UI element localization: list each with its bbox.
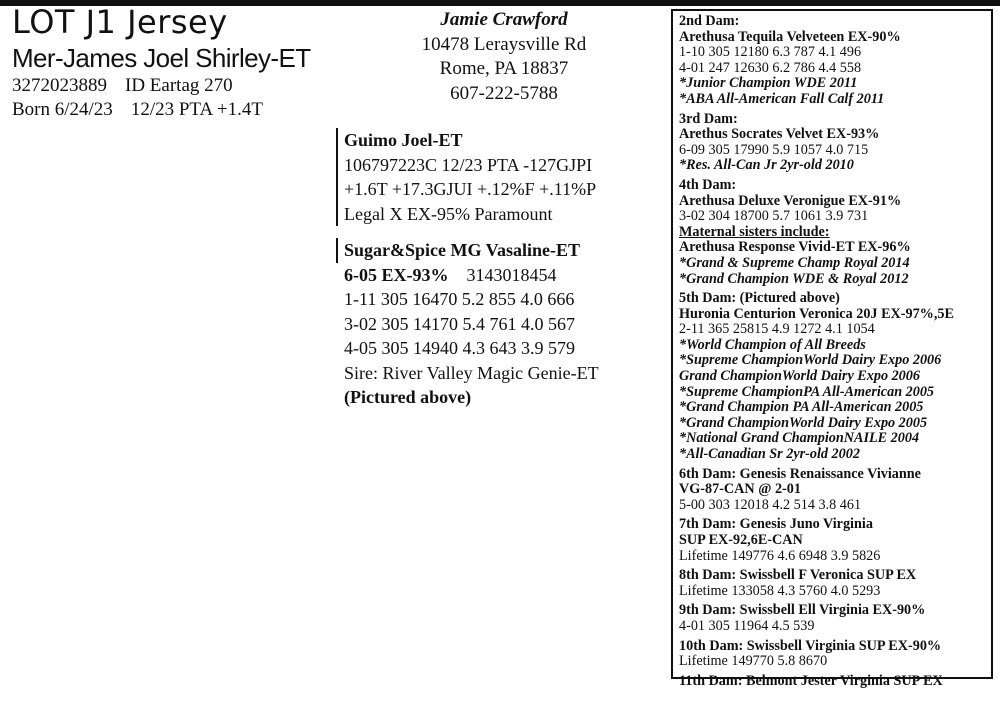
ancestor-heading: Huronia Centurion Veronica 20J EX-97%,5E — [679, 305, 954, 322]
registration-number: 3272023889 — [12, 75, 107, 96]
dam-record: 3-02 305 14170 5.4 761 4.0 567 — [344, 313, 575, 334]
ancestor-heading: Arethusa Deluxe Veronigue EX-91% — [679, 192, 902, 209]
ancestor-entry — [679, 603, 985, 634]
award-line: *Supreme ChampionPA All-American 2005 — [679, 383, 935, 400]
ancestor-heading: 4th Dam: — [679, 176, 737, 193]
animal-id-block — [12, 74, 263, 122]
dam-sire: Sire: River Valley Magic Genie-ET — [344, 362, 599, 383]
dam-class-row — [344, 263, 656, 288]
award-line: *Grand ChampionWorld Dairy Expo 2005 — [679, 414, 928, 431]
record-line: 3-02 304 18700 5.7 1061 3.9 731 — [679, 208, 869, 225]
record-line: 1-10 305 12180 6.3 787 4.1 496 — [679, 44, 862, 61]
record-line: 2-11 365 25815 4.9 1272 4.1 1054 — [679, 321, 875, 338]
record-line: Lifetime 149770 5.8 8670 — [679, 653, 828, 670]
owner-phone: 607-222-5788 — [450, 82, 558, 104]
record-line: 4-01 305 11964 4.5 539 — [679, 617, 815, 634]
owner-city: Rome, PA 18837 — [439, 58, 569, 79]
maternal-ancestry-box — [671, 9, 993, 689]
id-row — [12, 74, 263, 98]
ancestor-entry — [679, 674, 985, 690]
owner-name: Jamie Crawford — [440, 9, 568, 30]
eartag: ID Eartag 270 — [125, 75, 233, 96]
ancestor-heading: 7th Dam: Genesis Juno Virginia — [679, 516, 873, 533]
ancestor-entry — [679, 14, 985, 108]
owner-street: 10478 Leraysville Rd — [421, 33, 587, 55]
record-line: 6-09 305 17990 5.9 1057 4.0 715 — [679, 141, 869, 158]
ancestor-heading: 3rd Dam: — [679, 110, 738, 127]
award-line: *Junior Champion WDE 2011 — [679, 75, 858, 92]
ancestor-entry — [679, 467, 985, 514]
award-line: *Supreme ChampionWorld Dairy Expo 2006 — [679, 352, 942, 369]
ancestor-heading: 6th Dam: Genesis Renaissance Vivianne — [679, 465, 921, 482]
record-line: 4-01 247 12630 6.2 786 4.4 558 — [679, 59, 862, 76]
sire-name: Guimo Joel-ET — [344, 130, 463, 150]
birth-date: Born 6/24/23 — [12, 99, 113, 120]
sire-id-pta: 106797223C 12/23 PTA -127GJPI — [344, 154, 593, 175]
award-line: *World Champion of All Breeds — [679, 336, 866, 353]
ancestor-heading: Arethusa Tequila Velveteen EX-90% — [679, 28, 901, 45]
award-line: *All-Canadian Sr 2yr-old 2002 — [679, 446, 860, 463]
award-line: *Grand Champion WDE & Royal 2012 — [679, 270, 909, 287]
animal-pta: 12/23 PTA +1.4T — [130, 99, 263, 120]
ancestor-entry — [679, 178, 985, 287]
born-row — [12, 98, 263, 122]
ancestor-entry — [679, 639, 985, 670]
award-line: Grand ChampionWorld Dairy Expo 2006 — [679, 368, 920, 385]
ancestor-heading: 11th Dam: Belmont Jester Virginia SUP EX — [679, 672, 943, 689]
record-line: Lifetime 133058 4.3 5760 4.0 5293 — [679, 582, 881, 599]
lot-title: LOT J1 Jersey — [12, 3, 228, 41]
ancestor-heading: VG-87-CAN @ 2-01 — [679, 481, 801, 498]
dam-details — [336, 263, 656, 410]
record-line: 5-00 303 12018 4.2 514 3.8 461 — [679, 496, 862, 513]
record-line: Lifetime 149776 4.6 6948 3.9 5826 — [679, 547, 881, 564]
dam-block — [336, 238, 656, 263]
ancestor-entry — [679, 517, 985, 564]
ancestor-heading: 5th Dam: (Pictured above) — [679, 290, 840, 307]
ancestor-heading: Arethusa Response Vivid-ET EX-96% — [679, 239, 911, 256]
subheading: Maternal sisters include: — [679, 223, 830, 240]
dam-record: 1-11 305 16470 5.2 855 4.0 666 — [344, 289, 575, 309]
ancestor-heading: 2nd Dam: — [679, 13, 740, 29]
sire-pedigree: Legal X EX-95% Paramount — [344, 203, 553, 224]
ancestor-heading: SUP EX-92,6E-CAN — [679, 532, 803, 548]
animal-name: Mer-James Joel Shirley-ET — [12, 43, 311, 73]
dam-classification: 6-05 EX-93% — [344, 264, 449, 285]
pictured-note: (Pictured above) — [344, 387, 472, 407]
award-line: *Res. All-Can Jr 2yr-old 2010 — [679, 157, 854, 174]
sire-block — [336, 128, 656, 226]
award-line: *Grand Champion PA All-American 2005 — [679, 399, 924, 416]
award-line: *Grand & Supreme Champ Royal 2014 — [679, 254, 910, 271]
sire-genetics: +1.6T +17.3GJUI +.12%F +.11%P — [344, 179, 597, 199]
ancestor-heading: Arethus Socrates Velvet EX-93% — [679, 126, 880, 143]
pedigree — [336, 128, 656, 410]
ancestor-heading: 9th Dam: Swissbell Ell Virginia EX-90% — [679, 602, 926, 619]
ancestor-entry — [679, 291, 985, 463]
ancestor-entry — [679, 568, 985, 599]
award-line: *ABA All-American Fall Calf 2011 — [679, 90, 885, 107]
ancestor-entry — [679, 112, 985, 174]
ancestor-heading: 10th Dam: Swissbell Virginia SUP EX-90% — [679, 637, 942, 654]
dam-registration: 3143018454 — [466, 264, 557, 285]
dam-record: 4-05 305 14940 4.3 643 3.9 579 — [344, 338, 575, 358]
dam-name: Sugar&Spice MG Vasaline-ET — [344, 240, 581, 260]
owner-contact — [395, 8, 613, 106]
ancestor-heading: 8th Dam: Swissbell F Veronica SUP EX — [679, 567, 917, 584]
award-line: *National Grand ChampionNAILE 2004 — [679, 430, 920, 447]
